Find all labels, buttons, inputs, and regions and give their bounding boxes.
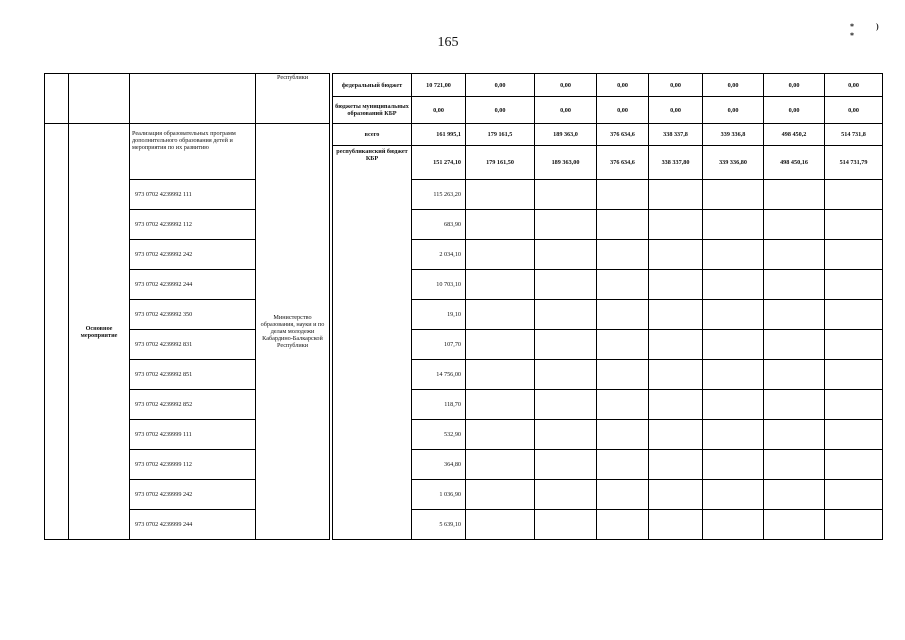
year-value: 0,00	[703, 97, 764, 124]
year-value-empty	[535, 480, 597, 510]
budget-table	[44, 73, 883, 540]
year-value-empty	[466, 240, 535, 270]
year-value-empty	[466, 330, 535, 360]
cell-empty	[69, 74, 130, 124]
amount-cell: 118,70	[412, 390, 466, 420]
table-row	[45, 360, 883, 390]
year-value-empty	[466, 300, 535, 330]
year-value: 179 161,50	[466, 146, 535, 180]
year-value-empty	[825, 360, 883, 390]
year-value-empty	[597, 360, 649, 390]
year-value-empty	[764, 210, 825, 240]
year-value-empty	[597, 270, 649, 300]
year-value-empty	[764, 300, 825, 330]
year-value-empty	[703, 300, 764, 330]
year-value-empty	[649, 330, 703, 360]
year-value-empty	[703, 240, 764, 270]
year-value-empty	[597, 240, 649, 270]
year-value-empty	[597, 330, 649, 360]
year-value: 0,00	[597, 74, 649, 97]
year-value: 0,00	[466, 97, 535, 124]
responsible-executor: Министерство образования, науки и по делам молодежи Кабардино-Балкарской Республики	[256, 124, 330, 540]
funding-source: федеральный бюджет	[333, 74, 412, 97]
year-value-empty	[764, 330, 825, 360]
year-value: 514 731,8	[825, 124, 883, 146]
amount-cell: 151 274,10	[412, 146, 466, 180]
table-row	[45, 240, 883, 270]
year-value: 514 731,79	[825, 146, 883, 180]
budget-code: 973 0702 4239999 242	[130, 480, 256, 510]
year-value-empty	[703, 510, 764, 540]
cell-empty	[45, 124, 69, 540]
year-value: 0,00	[825, 97, 883, 124]
year-value-empty	[764, 420, 825, 450]
year-value-empty	[703, 390, 764, 420]
year-value: 338 337,8	[649, 124, 703, 146]
year-value-empty	[825, 270, 883, 300]
year-value-empty	[764, 270, 825, 300]
year-value-empty	[597, 480, 649, 510]
year-value-empty	[535, 300, 597, 330]
amount-cell: 1 036,90	[412, 480, 466, 510]
year-value-empty	[535, 510, 597, 540]
year-value-empty	[703, 450, 764, 480]
year-value-empty	[597, 450, 649, 480]
budget-code: 973 0702 4239992 242	[130, 240, 256, 270]
year-value-empty	[825, 300, 883, 330]
year-value-empty	[649, 210, 703, 240]
amount-cell: 10 703,10	[412, 270, 466, 300]
year-value-empty	[535, 420, 597, 450]
year-value: 376 634,6	[597, 146, 649, 180]
year-value-empty	[597, 180, 649, 210]
budget-code: 973 0702 4239992 831	[130, 330, 256, 360]
year-value-empty	[535, 390, 597, 420]
year-value: 0,00	[764, 97, 825, 124]
year-value-empty	[703, 480, 764, 510]
table-row	[45, 180, 883, 210]
amount-cell: 5 639,10	[412, 510, 466, 540]
year-value-empty	[597, 510, 649, 540]
year-value-empty	[764, 390, 825, 420]
activity-name: Реализация образовательных программ дополнительного образования детей и мероприятия по их развитию	[130, 124, 256, 180]
table-body	[45, 74, 883, 540]
year-value-empty	[466, 390, 535, 420]
year-value-empty	[466, 210, 535, 240]
year-value-empty	[466, 420, 535, 450]
year-value-empty	[703, 360, 764, 390]
year-value-empty	[703, 210, 764, 240]
table-row-total	[45, 124, 883, 146]
year-value-empty	[703, 420, 764, 450]
year-value: 189 363,0	[535, 124, 597, 146]
year-value-empty	[825, 210, 883, 240]
year-value-empty	[825, 450, 883, 480]
budget-code: 973 0702 4239999 244	[130, 510, 256, 540]
year-value: 498 450,16	[764, 146, 825, 180]
year-value-empty	[649, 240, 703, 270]
table-row	[45, 300, 883, 330]
year-value-empty	[535, 210, 597, 240]
year-value-empty	[825, 510, 883, 540]
year-value-empty	[649, 390, 703, 420]
year-value: 0,00	[649, 74, 703, 97]
year-value: 0,00	[649, 97, 703, 124]
budget-code: 973 0702 4239992 851	[130, 360, 256, 390]
year-value-empty	[703, 180, 764, 210]
amount-cell: 107,70	[412, 330, 466, 360]
year-value: 338 337,80	[649, 146, 703, 180]
year-value-empty	[535, 360, 597, 390]
funding-source: республиканский бюджет КБР	[333, 146, 412, 540]
year-value: 0,00	[703, 74, 764, 97]
table-row	[45, 330, 883, 360]
year-value-empty	[764, 510, 825, 540]
year-value: 339 336,8	[703, 124, 764, 146]
year-value-empty	[764, 180, 825, 210]
year-value-empty	[825, 330, 883, 360]
year-value-empty	[703, 330, 764, 360]
year-value: 0,00	[535, 97, 597, 124]
year-value-empty	[597, 210, 649, 240]
page-number: 165	[437, 35, 459, 50]
cell-empty	[130, 74, 256, 124]
funding-source: бюджеты муниципальных образований КБР	[333, 97, 412, 124]
table-row	[45, 510, 883, 540]
amount-cell: 19,10	[412, 300, 466, 330]
year-value-empty	[649, 480, 703, 510]
amount-cell: 115 263,20	[412, 180, 466, 210]
year-value: 0,00	[825, 74, 883, 97]
year-value: 189 363,00	[535, 146, 597, 180]
year-value: 0,00	[597, 97, 649, 124]
year-value-empty	[535, 180, 597, 210]
amount-cell: 364,80	[412, 450, 466, 480]
year-value-empty	[466, 270, 535, 300]
amount-cell: 532,90	[412, 420, 466, 450]
budget-code: 973 0702 4239999 111	[130, 420, 256, 450]
corner-marks: *) *	[850, 22, 901, 40]
table-row	[45, 390, 883, 420]
year-value-empty	[764, 480, 825, 510]
year-value-empty	[535, 330, 597, 360]
year-value: 498 450,2	[764, 124, 825, 146]
amount-cell: 0,00	[412, 97, 466, 124]
budget-code: 973 0702 4239992 111	[130, 180, 256, 210]
budget-code: 973 0702 4239992 350	[130, 300, 256, 330]
year-value: 0,00	[535, 74, 597, 97]
year-value-empty	[649, 510, 703, 540]
table-row	[45, 450, 883, 480]
year-value-empty	[597, 300, 649, 330]
table-row	[45, 270, 883, 300]
year-value-empty	[466, 450, 535, 480]
year-value-empty	[466, 180, 535, 210]
amount-cell: 2 034,10	[412, 240, 466, 270]
table-row	[45, 210, 883, 240]
year-value-empty	[535, 450, 597, 480]
year-value-empty	[825, 180, 883, 210]
year-value: 179 161,5	[466, 124, 535, 146]
year-value-empty	[825, 390, 883, 420]
year-value-empty	[649, 450, 703, 480]
year-value: 376 634,6	[597, 124, 649, 146]
year-value: 339 336,80	[703, 146, 764, 180]
table-row	[45, 74, 883, 97]
status-cell: Основное мероприятие	[69, 124, 130, 540]
responsible-tail: Республики	[256, 74, 330, 124]
amount-cell: 10 721,00	[412, 74, 466, 97]
year-value-empty	[703, 270, 764, 300]
budget-code: 973 0702 4239992 112	[130, 210, 256, 240]
year-value-empty	[825, 480, 883, 510]
year-value-empty	[597, 390, 649, 420]
year-value-empty	[825, 240, 883, 270]
year-value-empty	[535, 270, 597, 300]
year-value-empty	[649, 360, 703, 390]
year-value: 0,00	[466, 74, 535, 97]
year-value-empty	[825, 420, 883, 450]
year-value-empty	[764, 360, 825, 390]
year-value-empty	[649, 180, 703, 210]
budget-code: 973 0702 4239992 244	[130, 270, 256, 300]
table-row	[45, 420, 883, 450]
funding-source: всего	[333, 124, 412, 146]
year-value-empty	[466, 510, 535, 540]
year-value-empty	[466, 480, 535, 510]
table-row	[45, 480, 883, 510]
amount-cell: 161 995,1	[412, 124, 466, 146]
budget-code: 973 0702 4239992 852	[130, 390, 256, 420]
amount-cell: 14 756,00	[412, 360, 466, 390]
year-value-empty	[649, 420, 703, 450]
cell-empty	[45, 74, 69, 124]
year-value-empty	[535, 240, 597, 270]
year-value-empty	[649, 300, 703, 330]
year-value: 0,00	[764, 74, 825, 97]
amount-cell: 683,90	[412, 210, 466, 240]
year-value-empty	[597, 420, 649, 450]
year-value-empty	[764, 240, 825, 270]
year-value-empty	[649, 270, 703, 300]
budget-code: 973 0702 4239999 112	[130, 450, 256, 480]
year-value-empty	[466, 360, 535, 390]
year-value-empty	[764, 450, 825, 480]
